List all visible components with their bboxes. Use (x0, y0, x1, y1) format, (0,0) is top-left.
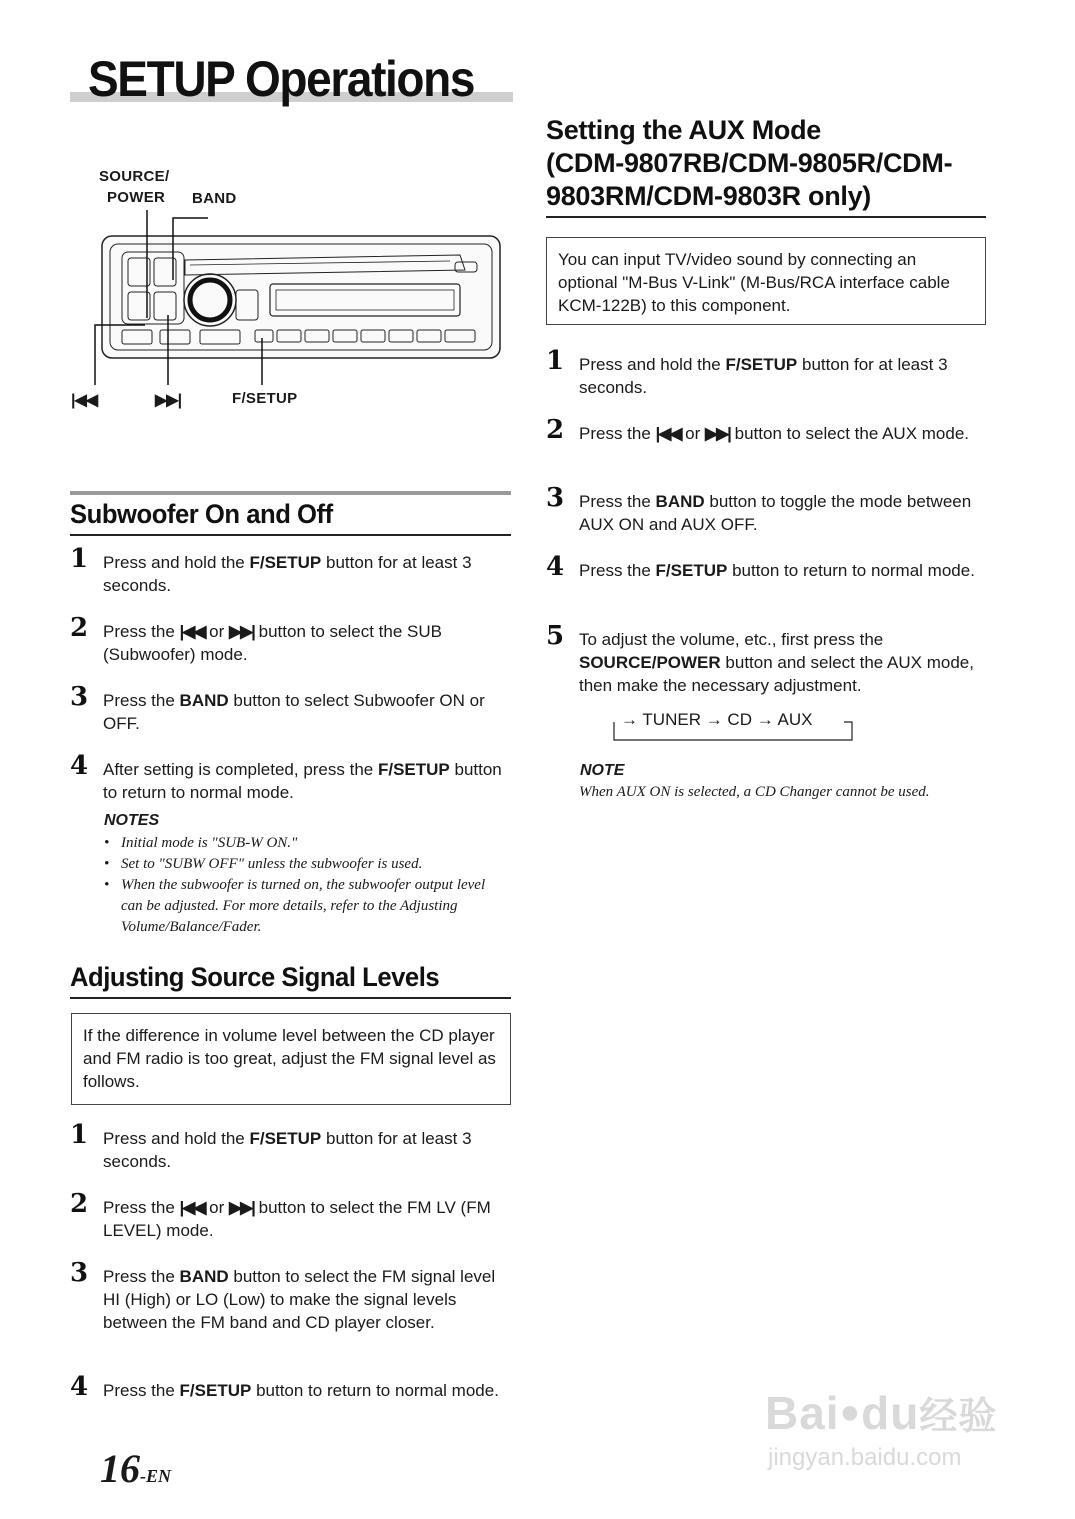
step-number: 5 (546, 621, 565, 651)
step-number: 3 (546, 483, 565, 513)
prev-icon: |◀◀ (655, 424, 681, 443)
note-item: • Set to "SUBW OFF" unless the subwoofer is used. (104, 856, 423, 872)
next-icon: ▶▶| (229, 1198, 254, 1217)
aux-intro-box: You can input TV/video sound by connecting an optional "M-Bus V-Link" (M-Bus/RCA interface cable KCM-122B) to this component. (546, 237, 986, 325)
diagram-label-prev-icon: |◀◀ (71, 392, 98, 409)
subwoofer-heading: Subwoofer On and Off (70, 499, 333, 529)
step-number: 2 (546, 415, 565, 445)
step-number: 2 (70, 613, 89, 643)
prev-icon: |◀◀ (179, 622, 205, 641)
step-text: Press the |◀◀ or ▶▶| button to select the AUX mode. (579, 424, 970, 443)
signal-intro-box: If the difference in volume level between the CD player and FM radio is too great, adjust the FM signal level as follows. (71, 1013, 511, 1105)
step-number: 3 (70, 682, 89, 712)
step-number: 1 (70, 1120, 89, 1150)
step-text: Press the F/SETUP button to return to normal mode. (103, 1381, 499, 1400)
diagram-label-fsetup: F/SETUP (232, 390, 298, 407)
aux-heading: Setting the AUX Mode (CDM-9807RB/CDM-9805R/CDM- 9803RM/CDM-9803R only) (546, 115, 953, 211)
notes-title: NOTES (104, 812, 160, 829)
watermark-url: jingyan.baidu.com (768, 1444, 962, 1471)
section-rule (546, 216, 986, 218)
page-title: SETUP Operations (88, 51, 475, 107)
diagram-label-band: BAND (192, 190, 237, 207)
step-number: 3 (70, 1258, 89, 1288)
step-text: Press and hold the F/SETUP button for at least 3 seconds. (103, 1129, 472, 1171)
step-text: Press the |◀◀ or ▶▶| button to select the SUB (Subwoofer) mode. (103, 622, 442, 664)
step-number: 1 (70, 544, 89, 574)
prev-icon: |◀◀ (179, 1198, 205, 1217)
section-rule (70, 997, 511, 999)
diagram-label-next-icon: ▶▶| (155, 392, 182, 409)
step-text: Press and hold the F/SETUP button for at least 3 seconds. (579, 355, 948, 397)
note-item: • When the subwoofer is turned on, the subwoofer output level can be adjusted. For more details, refer to the Adjusting Volume/Balance/Fader. (104, 877, 486, 935)
step-number: 4 (546, 552, 565, 582)
diagram-label-power: POWER (107, 189, 166, 206)
paw-icon: ● (839, 1393, 862, 1431)
section-rule (70, 534, 511, 536)
note-item: When AUX ON is selected, a CD Changer cannot be used. (579, 784, 930, 800)
step-text: Press the BAND button to toggle the mode between AUX ON and AUX OFF. (579, 492, 972, 534)
watermark-logo: Bai●du经验 (765, 1387, 998, 1439)
step-text: After setting is completed, press the F/SETUP button to return to normal mode. (103, 760, 502, 802)
step-number: 1 (546, 346, 565, 376)
step-text: Press the BAND button to select the FM signal level HI (High) or LO (Low) to make the signal levels between the FM band and CD player closer. (103, 1267, 496, 1332)
note-item: • Initial mode is "SUB-W ON." (104, 835, 298, 851)
step-text: Press the F/SETUP button to return to normal mode. (579, 561, 975, 580)
note-title: NOTE (580, 762, 625, 779)
next-icon: ▶▶| (705, 424, 730, 443)
section-rule-top (70, 491, 511, 495)
step-text: Press the |◀◀ or ▶▶| button to select the FM LV (FM LEVEL) mode. (103, 1198, 491, 1240)
next-icon: ▶▶| (229, 622, 254, 641)
signal-heading: Adjusting Source Signal Levels (70, 962, 440, 992)
step-number: 4 (70, 751, 89, 781)
step-text: Press and hold the F/SETUP button for at least 3 seconds. (103, 553, 472, 595)
head-unit-diagram (60, 200, 520, 390)
mode-flow-text: → TUNER → CD → AUX (621, 710, 813, 729)
step-text: Press the BAND button to select Subwoofer ON or OFF. (103, 691, 485, 733)
diagram-label-source: SOURCE/ (99, 168, 170, 185)
page-number: 16-EN (100, 1446, 171, 1491)
step-number: 2 (70, 1189, 89, 1219)
step-text: To adjust the volume, etc., first press the SOURCE/POWER button and select the AUX mode, then make the necessary adjustment. (579, 630, 974, 695)
step-number: 4 (70, 1372, 89, 1402)
